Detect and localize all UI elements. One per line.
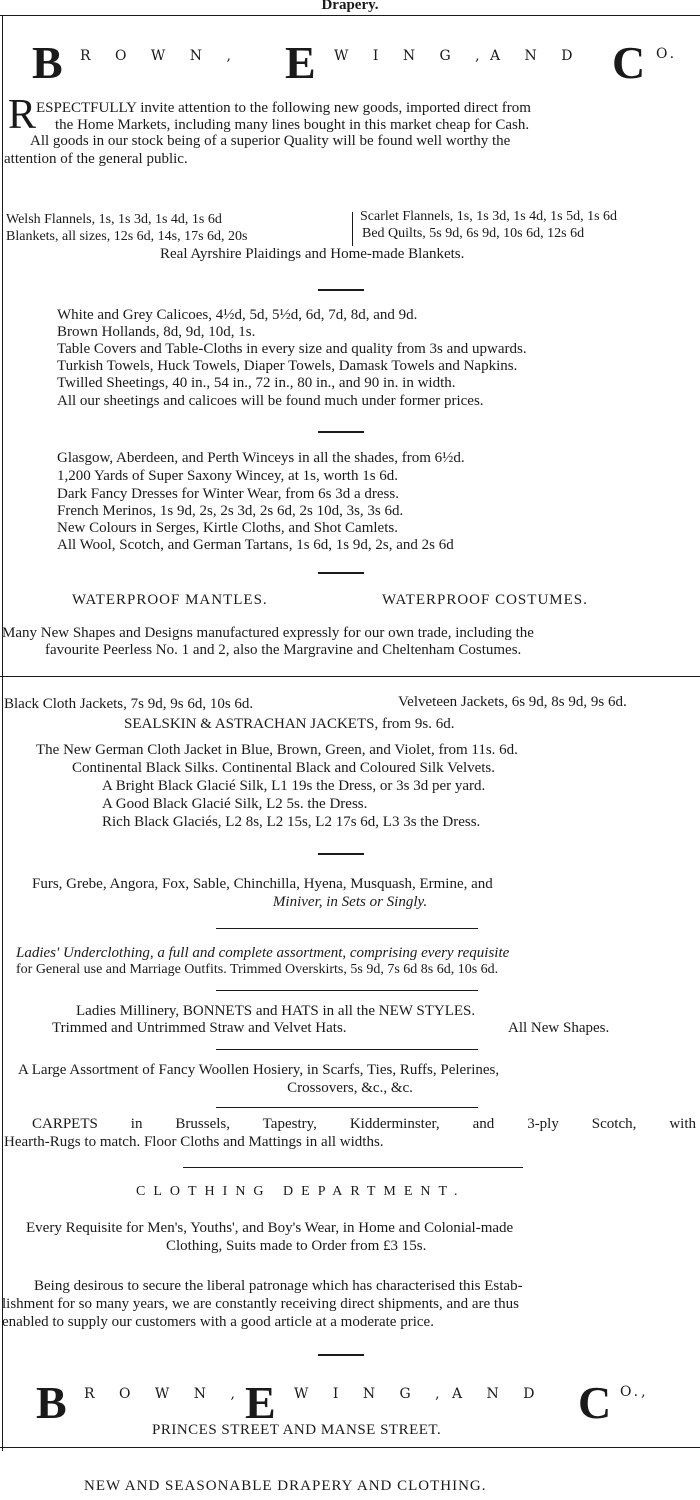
patronage-line-3: enabled to supply our customers with a good article at a moderate price. (2, 1314, 434, 1330)
divider-9 (216, 1107, 478, 1108)
calicoes-line-4: Turkish Towels, Huck Towels, Diaper Towels, Damask Towels and Napkins. (57, 358, 518, 374)
intro-line-4: attention of the general public. (4, 151, 188, 167)
intro-line-2: the Home Markets, including many lines bought in this market cheap for Cash. (55, 117, 530, 133)
word-wing: W I N G , (334, 48, 490, 64)
divider-6 (216, 928, 478, 929)
intro-dropcap: R (8, 92, 37, 138)
winceys-line-3: Dark Fancy Dresses for Winter Wear, from 6s 3d a dress. (57, 486, 399, 502)
jackets-sealskin: SEALSKIN & ASTRACHAN JACKETS, from 9s. 6d. (124, 716, 455, 732)
flannels-right-2: Bed Quilts, 5s 9d, 6s 9d, 10s 6d, 12s 6d (362, 226, 585, 241)
flannels-left-1: Welsh Flannels, 1s, 1s 3d, 1s 4d, 1s 6d (6, 212, 222, 227)
clothing-line-1: Every Requisite for Men's, Youths', and Boy's Wear, in Home and Colonial-made (26, 1220, 514, 1236)
left-column-rule (2, 16, 3, 1451)
divider-11 (318, 1354, 364, 1356)
word-o-bottom: O., (620, 1384, 649, 1400)
winceys-line-4: French Merinos, 1s 9d, 2s, 2s 3d, 2s 6d, 2s 10d, 3s, 3s 6d. (57, 503, 404, 519)
hosiery-line-2: Crossovers, &c., &c. (287, 1080, 413, 1096)
carpets-line-1: CARPETS in Brussels, Tapestry, Kidderminster, and 3-ply Scotch, with (32, 1116, 696, 1132)
underclothing-line-1: Ladies' Underclothing, a full and complete assortment, comprising every requisite (16, 945, 510, 961)
word-rown-bottom: R O W N , (84, 1386, 245, 1402)
divider-5 (318, 853, 364, 855)
flannels-right-1: Scarlet Flannels, 1s, 1s 3d, 1s 4d, 1s 5d, 1s 6d (360, 209, 618, 224)
winceys-line-1: Glasgow, Aberdeen, and Perth Winceys in all the shades, from 6½d. (57, 450, 465, 466)
clothing-header: CLOTHING DEPARTMENT. (136, 1184, 466, 1199)
jackets-black-cloth: Black Cloth Jackets, 7s 9d, 9s 6d, 10s 6d. (4, 696, 254, 712)
initial-e-bottom: E (245, 1377, 276, 1428)
flannels-left-2: Blankets, all sizes, 12s 6d, 14s, 17s 6d, 20s (6, 229, 248, 244)
initial-c: C (612, 37, 646, 88)
patronage-line-1: Being desirous to secure the liberal patronage which has characterised this Estab- (34, 1278, 523, 1294)
initial-b-bottom: B (36, 1377, 67, 1428)
divider-8 (216, 1049, 478, 1050)
initial-b: B (32, 37, 63, 88)
flannels-divider (352, 212, 353, 246)
hosiery-line-1: A Large Assortment of Fancy Woollen Hosiery, in Scarfs, Ties, Ruffs, Pelerines, (18, 1062, 500, 1078)
jackets-velveteen: Velveteen Jackets, 6s 9d, 8s 9d, 9s 6d. (398, 694, 627, 710)
intro-line-3: All goods in our stock being of a superior Quality will be found well worthy the (30, 133, 511, 149)
divider-1 (318, 289, 364, 291)
winceys-line-2: 1,200 Yards of Super Saxony Wincey, at 1s, worth 1s 6d. (57, 468, 399, 484)
divider-10 (183, 1167, 523, 1168)
intro-line-1: ESPECTFULLY invite attention to the following new goods, imported direct from (36, 100, 531, 116)
footer-headline: NEW AND SEASONABLE DRAPERY AND CLOTHING. (84, 1478, 487, 1494)
calicoes-line-2: Brown Hollands, 8d, 9d, 10d, 1s. (57, 324, 256, 340)
underclothing-line-2: for General use and Marriage Outfits. Trimmed Overskirts, 5s 9d, 7s 6d 8s 6d, 10s 6d. (16, 962, 499, 977)
word-wing-bottom: W I N G , (294, 1386, 450, 1402)
divider-7 (216, 990, 478, 991)
winceys-line-5: New Colours in Serges, Kirtle Cloths, and Shot Camlets. (57, 520, 398, 536)
calicoes-line-1: White and Grey Calicoes, 4½d, 5d, 5½d, 6d, 7d, 8d, and 9d. (57, 307, 418, 323)
millinery-line-2: Trimmed and Untrimmed Straw and Velvet Hats. (52, 1020, 347, 1036)
divider-4 (0, 676, 700, 677)
initial-c-bottom: C (578, 1377, 612, 1428)
waterproof-mantles: WATERPROOF MANTLES. (72, 592, 268, 608)
waterproof-costumes: WATERPROOF COSTUMES. (382, 592, 588, 608)
waterproof-line-1: Many New Shapes and Designs manufactured expressly for our own trade, including the (2, 625, 534, 641)
footer-rule (0, 1447, 700, 1448)
jackets-glace-2: A Good Black Glacié Silk, L2 5s. the Dress. (102, 796, 368, 812)
millinery-line-2b: All New Shapes. (508, 1020, 610, 1036)
word-and: A N D (490, 48, 583, 64)
word-rown: R O W N , (80, 48, 241, 64)
clothing-line-2: Clothing, Suits made to Order from £3 15s. (166, 1238, 427, 1254)
carpets-line-2: Hearth-Rugs to match. Floor Cloths and Mattings in all widths. (4, 1134, 384, 1150)
millinery-line-1: Ladies Millinery, BONNETS and HATS in all the NEW STYLES. (76, 1003, 476, 1019)
jackets-glace-1: A Bright Black Glacié Silk, L1 19s the Dress, or 3s 3d per yard. (102, 778, 486, 794)
jackets-glace-3: Rich Black Glaciés, L2 8s, L2 15s, L2 17s 6d, L3 3s the Dress. (102, 814, 481, 830)
patronage-line-2: lishment for so many years, we are constantly receiving direct shipments, and are thus (2, 1296, 519, 1312)
furs-line-2: Miniver, in Sets or Singly. (272, 894, 428, 910)
flannels-line-3: Real Ayrshire Plaidings and Home-made Blankets. (160, 246, 465, 262)
section-header: Drapery. (321, 0, 379, 13)
initial-e: E (285, 37, 316, 88)
divider-3 (318, 572, 364, 574)
jackets-german: The New German Cloth Jacket in Blue, Brown, Green, and Violet, from 11s. 6d. (36, 742, 518, 758)
furs-line-1: Furs, Grebe, Angora, Fox, Sable, Chinchilla, Hyena, Musquash, Ermine, and (32, 876, 493, 892)
calicoes-line-6: All our sheetings and calicoes will be found much under former prices. (57, 393, 484, 409)
calicoes-line-5: Twilled Sheetings, 40 in., 54 in., 72 in., 80 in., and 90 in. in width. (57, 375, 456, 391)
word-and-bottom: A N D (452, 1386, 545, 1402)
jackets-silks: Continental Black Silks. Continental Black and Coloured Silk Velvets. (72, 760, 496, 776)
word-o: O. (656, 46, 678, 62)
winceys-line-6: All Wool, Scotch, and German Tartans, 1s 6d, 1s 9d, 2s, and 2s 6d (57, 537, 454, 553)
waterproof-line-2: favourite Peerless No. 1 and 2, also the Margravine and Cheltenham Costumes. (45, 642, 522, 658)
calicoes-line-3: Table Covers and Table-Cloths in every size and quality from 3s and upwards. (57, 341, 527, 357)
firm-name-top (0, 38, 700, 98)
divider-2 (318, 431, 364, 433)
firm-address: PRINCES STREET AND MANSE STREET. (152, 1422, 442, 1438)
header-rule (0, 15, 700, 16)
